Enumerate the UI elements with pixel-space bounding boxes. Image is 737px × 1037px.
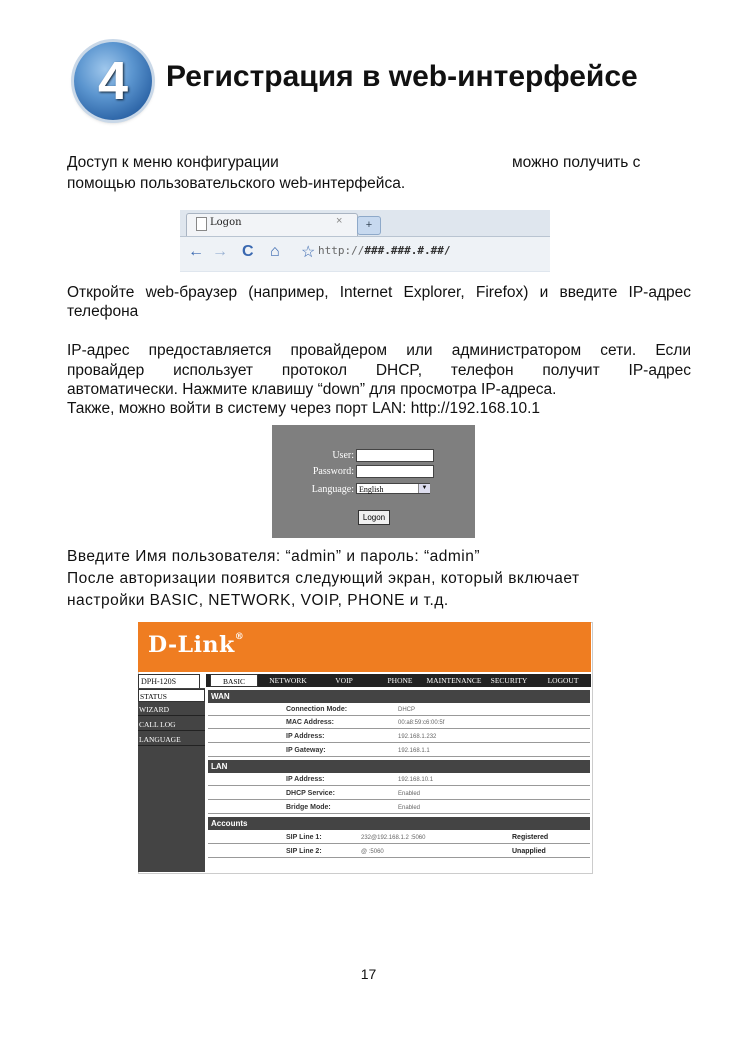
row-key: Bridge Mode: <box>286 804 331 811</box>
row-key: IP Gateway: <box>286 747 326 754</box>
after-login-text: После авторизации появится следующий экран, который включает <box>67 570 580 587</box>
star-icon[interactable]: ☆ <box>301 244 316 261</box>
tab-basic[interactable]: BASIC <box>210 674 258 687</box>
section-accounts: Accounts <box>208 817 590 830</box>
sidebar-item-status[interactable]: STATUS <box>138 689 205 702</box>
sidebar-item-language[interactable]: LANGUAGE <box>138 733 205 746</box>
row-value: Enabled <box>398 791 421 797</box>
url-masked: ###.###.#.##/ <box>364 244 451 257</box>
arrow-left-icon[interactable]: ← <box>188 243 204 260</box>
sidebar-item-call-log[interactable]: CALL LOG <box>138 718 205 731</box>
url-bar[interactable] <box>318 242 478 260</box>
tab-maintenance[interactable]: MAINTENANCE <box>426 676 482 685</box>
ip-info-line3: автоматически. Нажмите клавишу “down” для просмотра IP-адреса. <box>67 381 557 398</box>
status-badge: Registered <box>512 834 549 841</box>
row-value: 00:a8:59:c6:00:5f <box>398 720 445 726</box>
row-value: 192.168.10.1 <box>398 777 434 783</box>
credentials-text: Введите Имя пользователя: “admin” и пароль: “admin” <box>67 548 480 565</box>
intro-text-left: Доступ к меню конфигурации <box>67 154 279 171</box>
browser-tab-title: Logon <box>210 217 242 228</box>
new-tab-button[interactable]: + <box>357 216 381 235</box>
password-input[interactable] <box>356 465 434 478</box>
tab-security[interactable]: SECURITY <box>490 676 528 685</box>
ip-info-line4: Также, можно войти в систему через порт LAN: http://192.168.10.1 <box>67 400 541 417</box>
ip-info-line2: провайдер использует протокол DHCP, телефон получит IP-адрес <box>67 362 691 379</box>
password-label: Password: <box>312 466 354 477</box>
row-value: @ :5060 <box>361 849 384 855</box>
step-number: 4 <box>97 51 129 111</box>
row-key: IP Address: <box>286 733 325 740</box>
row-value: DHCP <box>398 707 416 713</box>
close-icon[interactable]: × <box>336 215 343 227</box>
row-key: IP Address: <box>286 776 325 783</box>
row-value: 192.168.1.1 <box>398 748 430 754</box>
section-lan: LAN <box>208 760 590 773</box>
logon-button[interactable]: Logon <box>358 510 390 525</box>
chevron-down-icon[interactable]: ▼ <box>418 484 430 493</box>
row-key: Connection Mode: <box>286 706 348 713</box>
page-icon <box>196 217 207 231</box>
language-label: Language: <box>311 484 354 495</box>
arrow-right-icon[interactable]: → <box>212 243 228 260</box>
row-value: Enabled <box>398 805 421 811</box>
model-label: DPH-120S <box>138 674 200 689</box>
tab-network[interactable]: NETWORK <box>269 676 307 685</box>
user-input[interactable] <box>356 449 434 462</box>
row-key: DHCP Service: <box>286 790 335 797</box>
page-title: Регистрация в web-интерфейсе <box>166 60 638 93</box>
ip-info-line1: IP-адрес предоставляется провайдером или администратором сети. Если <box>67 342 691 359</box>
brand-name: D-Link <box>148 632 235 658</box>
tab-phone[interactable]: PHONE <box>387 676 413 685</box>
intro-text-right: можно получить с <box>512 154 641 171</box>
tab-logout[interactable]: LOGOUT <box>547 676 579 685</box>
row-value: 232@192.168.1.2 :5060 <box>361 835 426 841</box>
section-wan: WAN <box>208 690 590 703</box>
url-prefix: http:// <box>318 244 365 257</box>
sidebar-item-wizard[interactable]: WIZARD <box>138 703 205 716</box>
row-key: SIP Line 1: <box>286 834 322 841</box>
intro-text-line2: помощью пользовательского web-интерфейса. <box>67 175 406 192</box>
tab-voip[interactable]: VOIP <box>335 676 353 685</box>
home-icon[interactable]: ⌂ <box>270 243 280 260</box>
row-value: 192.168.1.232 <box>398 734 437 740</box>
page-number: 17 <box>360 966 377 982</box>
language-select[interactable]: English <box>356 483 430 494</box>
status-badge: Unapplied <box>512 848 546 855</box>
settings-list-text: настройки BASIC, NETWORK, VOIP, PHONE и т.д. <box>67 592 449 609</box>
row-key: MAC Address: <box>286 719 334 726</box>
user-label: User: <box>332 450 354 461</box>
dlink-logo: D-Link® <box>148 632 245 658</box>
instruction-open-browser: Откройте web-браузер (например, Internet Explorer, Firefox) и введите IP-адрес телефона <box>67 284 691 320</box>
reload-icon[interactable]: C <box>242 243 254 260</box>
row-key: SIP Line 2: <box>286 848 322 855</box>
